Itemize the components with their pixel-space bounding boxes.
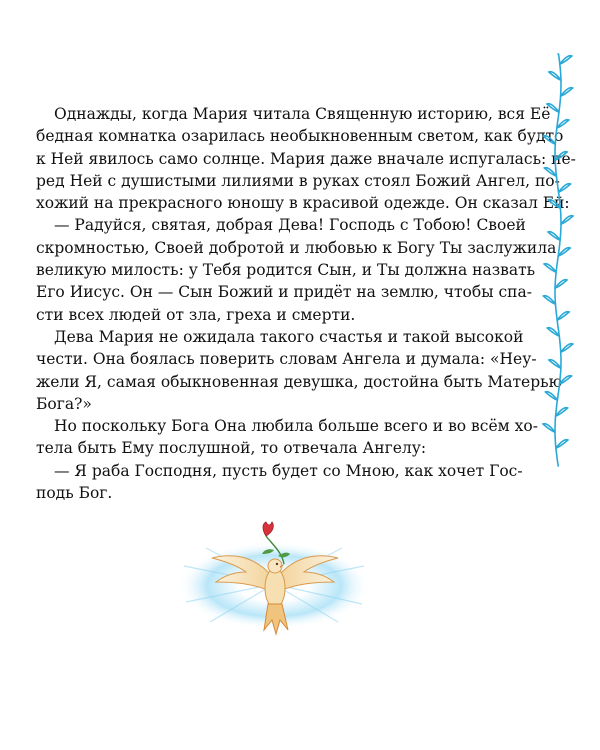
vine-leaf xyxy=(555,152,567,160)
text-line: бедная комнатка озарилась необыкновенным светом, как будто xyxy=(36,127,564,146)
text-line: Бога?» xyxy=(36,394,92,413)
vine-leaf xyxy=(548,232,560,240)
text-line: жели Я, самая обыкновенная девушка, достойна быть Матерью xyxy=(36,372,563,391)
vine-leaf xyxy=(548,200,560,208)
vine-leaf xyxy=(561,216,573,224)
vine-border-icon xyxy=(538,50,578,472)
text-line: Дева Мария не ожидала такого счастья и такой высокой xyxy=(54,327,524,346)
vine-leaf xyxy=(557,120,569,128)
vine-leaf xyxy=(543,136,555,144)
vine-leaf xyxy=(544,264,556,272)
vine-leaf xyxy=(545,392,557,400)
vine-leaf xyxy=(543,424,555,432)
vine-leaf xyxy=(555,280,567,288)
vine-leaf xyxy=(547,104,559,112)
vine-leaf xyxy=(559,184,571,192)
vine-leaf xyxy=(561,88,573,96)
vine-leaf xyxy=(560,376,572,384)
text-line: Однажды, когда Мария читала Священную историю, вся Её xyxy=(54,105,551,123)
vine-leaf xyxy=(544,168,556,176)
text-line: подь Бог. xyxy=(36,484,113,503)
text-line: — Я раба Господня, пусть будет со Мною, как хочет Гос- xyxy=(54,461,523,480)
dove-with-flower-icon xyxy=(176,518,372,638)
text-line: ред Ней с душистыми лилиями в руках стоял Божий Ангел, по- xyxy=(36,171,560,190)
text-line: сти всех людей от зла, греха и смерти. xyxy=(36,305,356,324)
vine-leaf xyxy=(547,328,559,336)
vine-leaf xyxy=(557,312,569,320)
text-line: Но поскольку Бога Она любила больше всего и во всём хо- xyxy=(54,417,538,436)
story-text xyxy=(36,103,576,504)
vine-leaf xyxy=(556,408,568,416)
vine-leaf xyxy=(549,360,561,368)
text-line: к Ней явилось само солнце. Мария даже вначале испугалась: пе- xyxy=(36,149,576,168)
text-line: тела быть Ему послушной, то отвечала Ангелу: xyxy=(36,439,427,458)
vine-leaf xyxy=(561,344,573,352)
vine-leaf xyxy=(556,440,568,448)
vine-leaf xyxy=(558,248,570,256)
vine-stem xyxy=(555,54,561,466)
text-line: Его Иисус. Он — Сын Божий и придёт на землю, чтобы спа- xyxy=(36,283,532,302)
text-line: — Радуйся, святая, добрая Дева! Господь с Тобою! Своей xyxy=(54,216,526,235)
text-line: великую милость: у Тебя родится Сын, и Ты должна назвать xyxy=(36,261,536,280)
text-line: чести. Она боялась поверить словам Ангела и думала: «Неу- xyxy=(36,350,537,369)
vine-leaf xyxy=(560,56,572,64)
text-line: скромностью, Своей добротой и любовью к Богу Ты заслужила xyxy=(36,238,557,257)
text-line: хожий на прекрасного юношу в красивой одежде. Он сказал Ей: xyxy=(36,194,570,213)
vine-leaf xyxy=(543,296,555,304)
vine-leaf xyxy=(549,72,561,80)
